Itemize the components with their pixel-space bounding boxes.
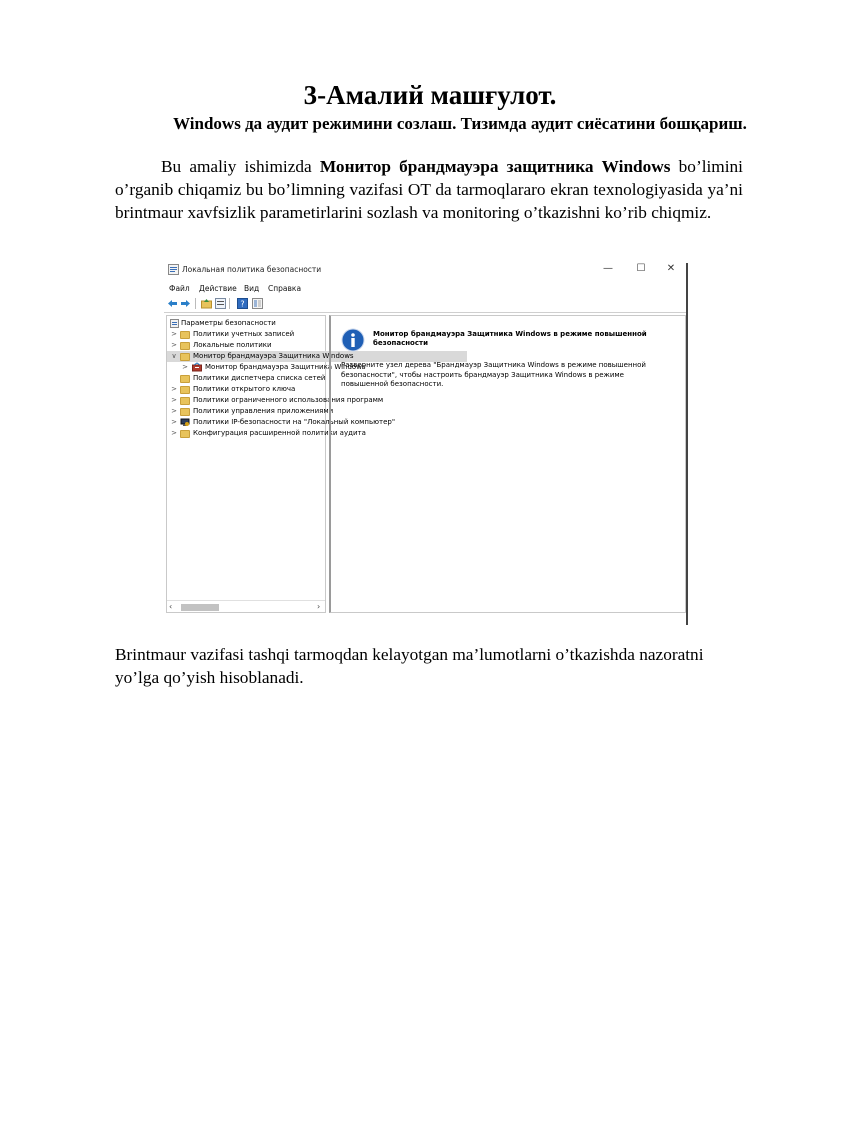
menu-file[interactable]: Файл xyxy=(169,284,190,293)
toolbar-separator xyxy=(229,298,230,309)
menu-help[interactable]: Справка xyxy=(268,284,302,293)
ip-security-icon xyxy=(180,418,190,427)
folder-up-icon[interactable] xyxy=(201,298,212,309)
tree-label: Параметры безопасности xyxy=(181,319,276,327)
folder-icon xyxy=(180,342,190,350)
folder-icon xyxy=(180,353,190,361)
firewall-icon xyxy=(192,363,202,372)
info-icon xyxy=(341,328,365,352)
page-subtitle: Windows да аудит режимини созлаш. Тизимда аудит сиёсатини бошқариш. xyxy=(173,114,747,133)
folder-icon xyxy=(180,331,190,339)
chevron-right-icon[interactable]: > xyxy=(171,330,177,338)
back-arrow-icon[interactable] xyxy=(167,298,178,309)
chevron-right-icon[interactable]: > xyxy=(171,385,177,393)
scrollbar-thumb[interactable] xyxy=(181,604,219,611)
chevron-right-icon[interactable]: > xyxy=(171,407,177,415)
tree-label: Монитор брандмауэра Защитника Windows xyxy=(205,363,366,371)
toolbar xyxy=(164,295,686,313)
menu-view[interactable]: Вид xyxy=(244,284,260,293)
folder-icon xyxy=(180,386,190,394)
chevron-right-icon[interactable]: > xyxy=(171,429,177,437)
intro-paragraph xyxy=(115,155,743,224)
tree-label: Политики ограниченного использования программ xyxy=(193,396,384,404)
panel-title: Монитор брандмауэра Защитника Windows в режиме повышенной безопасности xyxy=(373,330,647,347)
conclusion-paragraph: Brintmaur vazifasi tashqi tarmoqdan kelayotgan ma’lumotlarni o’tkazishda nazoratni yo’lga qo’yish hisoblanadi. xyxy=(115,645,704,687)
console-tree xyxy=(166,315,396,613)
tree-label: Политики управления приложениями xyxy=(193,407,334,415)
security-policy-app-icon xyxy=(168,264,179,275)
menu-bar xyxy=(164,281,684,295)
folder-icon xyxy=(180,375,190,383)
tree-label: Монитор брандмауэра Защитника Windows xyxy=(193,352,354,360)
chevron-right-icon[interactable]: > xyxy=(171,341,177,349)
security-settings-icon xyxy=(170,319,179,328)
svg-text:?: ? xyxy=(240,299,245,309)
panel-description: Разверните узел дерева "Брандмауэр Защитника Windows в режиме повышенной безопасности", чтобы настроить брандмауэр Защитника Windows в режиме повышенной безопасности. xyxy=(341,361,646,388)
forward-arrow-icon[interactable] xyxy=(180,298,191,309)
tree-label: Политики открытого ключа xyxy=(193,385,296,393)
horizontal-scrollbar[interactable] xyxy=(167,600,325,613)
folder-icon xyxy=(180,397,190,405)
tree-label: Политики IP-безопасности на "Локальный компьютер" xyxy=(193,418,396,426)
maximize-button[interactable]: ☐ xyxy=(636,263,646,274)
tree-label: Локальные политики xyxy=(193,341,272,349)
scroll-left-icon[interactable]: ‹ xyxy=(169,602,173,611)
tree-label: Политики учетных записей xyxy=(193,330,295,338)
title-bar xyxy=(164,259,684,281)
page-title: 3-Амалий машғулот. xyxy=(303,80,557,110)
details-panel xyxy=(329,315,686,613)
minimize-button[interactable]: — xyxy=(603,263,613,274)
folder-icon xyxy=(180,430,190,438)
menu-action[interactable]: Действие xyxy=(199,284,237,293)
help-icon[interactable] xyxy=(237,298,248,309)
intro-text-end: bo’limini o’rganib chiqamiz bu bo’limning vazifasi OT da tarmoqlararo ekran texnologiyasida ya’ni brintmaur xavfsizlik parametirlarini sozlash va monitoring o’tkazishni ko’rib chiqmiz. xyxy=(115,157,743,222)
properties-icon[interactable] xyxy=(215,298,226,309)
window-title: Локальная политика безопасности xyxy=(182,265,322,274)
toolbar-separator xyxy=(195,298,196,309)
chevron-right-icon[interactable]: > xyxy=(171,396,177,404)
intro-text-start: Bu amaliy ishimizda xyxy=(161,157,320,176)
console-tree-icon[interactable] xyxy=(252,298,263,309)
close-button[interactable]: ✕ xyxy=(666,263,676,274)
tree-label: Политики диспетчера списка сетей xyxy=(193,374,326,382)
tree-label: Конфигурация расширенной политики аудита xyxy=(193,429,366,437)
chevron-down-icon[interactable]: ∨ xyxy=(171,352,177,360)
intro-text-bold: Монитор брандмауэра защитника Windows xyxy=(319,157,671,176)
folder-icon xyxy=(180,408,190,416)
scroll-right-icon[interactable]: › xyxy=(317,602,321,611)
chevron-right-icon[interactable]: > xyxy=(182,363,188,371)
chevron-right-icon[interactable]: > xyxy=(171,418,177,426)
window-border xyxy=(686,263,688,625)
security-policy-window xyxy=(164,259,688,626)
